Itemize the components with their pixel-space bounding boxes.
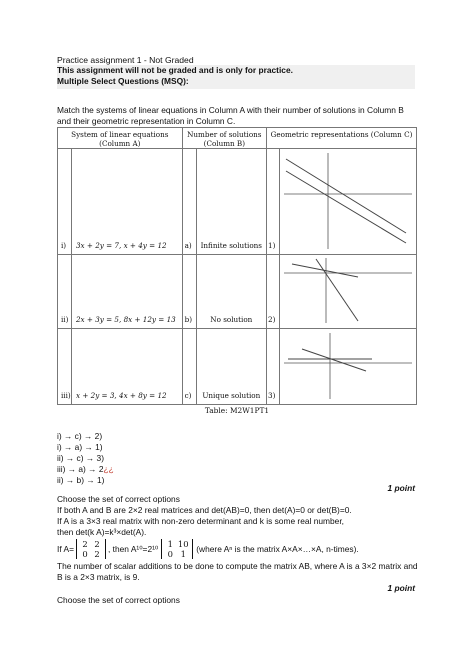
matrix-b-entry: 10	[177, 539, 189, 549]
option-4[interactable]	[57, 464, 114, 474]
assignment-title: Practice assignment 1 - Not Graded	[57, 55, 194, 65]
option-1[interactable]: i) → c) → 2)	[57, 431, 103, 441]
solution-cell: Infinite solutions	[196, 149, 266, 255]
question3-instruction: Choose the set of correct options	[57, 595, 180, 605]
row-label-a: i)	[58, 149, 72, 255]
header-column-a: System of linear equations (Column A)	[58, 128, 183, 149]
statement-3-where: (where Aⁿ is the matrix A×A×…×A, n-times).	[196, 543, 359, 554]
section-heading: Multiple Select Questions (MSQ):	[57, 76, 189, 86]
row-label-b: a)	[182, 149, 196, 255]
option-3[interactable]: ii) → c) → 3)	[57, 453, 104, 463]
option-4-text: iii) → a) → 2	[57, 464, 104, 474]
row-label-c: 3)	[267, 329, 280, 405]
graph-crossing-lines	[280, 255, 416, 326]
option-4-stray-glyphs: ¿¿	[103, 464, 114, 474]
row-label-a: ii)	[58, 255, 72, 329]
row-label-b: c)	[182, 329, 196, 405]
option-5[interactable]: ii) → b) → 1)	[57, 475, 105, 485]
graph-cell	[279, 149, 416, 255]
header-column-c: Geometric representations (Column C)	[267, 128, 417, 149]
notice-band	[57, 65, 415, 89]
matrix-a-entry: 2	[94, 549, 100, 559]
graph-parallel-lines	[280, 149, 416, 252]
matrix-a	[76, 539, 106, 559]
matrix-b-entry: 0	[167, 549, 173, 559]
row-label-c: 2)	[267, 255, 280, 329]
matrix-b-entry: 1	[167, 539, 173, 549]
points-label: 1 point	[387, 483, 415, 493]
graph-cell	[279, 329, 416, 405]
matrix-a-entry: 2	[82, 539, 88, 549]
solution-cell: No solution	[196, 255, 266, 329]
statement-3-then: , then A¹⁰=2¹⁰	[108, 543, 159, 554]
solution-cell: Unique solution	[196, 329, 266, 405]
matrix-b	[161, 539, 193, 559]
matrix-a-entry: 2	[94, 539, 100, 549]
equation-cell: x + 2y = 3, 4x + 8y = 12	[71, 329, 182, 405]
row-label-b: b)	[182, 255, 196, 329]
statement-4[interactable]: The number of scalar additions to be done to compute the matrix AB, where A is a 3×2 matrix and B is a 2×3 matrix, is 9.	[57, 561, 418, 582]
question2-instruction: Choose the set of correct options	[57, 494, 180, 504]
graph-cell	[279, 255, 416, 329]
option-2[interactable]: i) → a) → 1)	[57, 442, 103, 452]
matrix-a-entry: 0	[82, 549, 88, 559]
statement-3[interactable]	[57, 538, 419, 560]
points-label: 1 point	[387, 583, 415, 593]
matrix-b-entry: 1	[180, 549, 186, 559]
row-label-a: iii)	[58, 329, 72, 405]
row-label-c: 1)	[267, 149, 280, 255]
equation-cell: 2x + 3y = 5, 8x + 12y = 13	[71, 255, 182, 329]
notice-text: This assignment will not be graded and is only for practice.	[57, 65, 293, 75]
statement-2-line-2[interactable]: then det(k A)=k³×det(A).	[57, 527, 147, 537]
header-column-b: Number of solutions (Column B)	[182, 128, 266, 149]
equation-cell: 3x + 2y = 7, x + 4y = 12	[71, 149, 182, 255]
statement-1[interactable]: If both A and B are 2×2 real matrices and det(AB)=0, then det(A)=0 or det(B)=0.	[57, 505, 352, 515]
matching-table	[57, 127, 417, 405]
statement-3-if: If A=	[57, 543, 74, 554]
question-prompt: Match the systems of linear equations in Column A with their number of solutions in Column B and their geometric representation in Column C.	[57, 105, 404, 126]
table-caption: Table: M2W1PT1	[204, 406, 270, 415]
statement-2-line-1[interactable]: If A is a 3×3 real matrix with non-zero determinant and k is some real number,	[57, 516, 344, 526]
graph-intersecting-lines	[280, 329, 416, 402]
